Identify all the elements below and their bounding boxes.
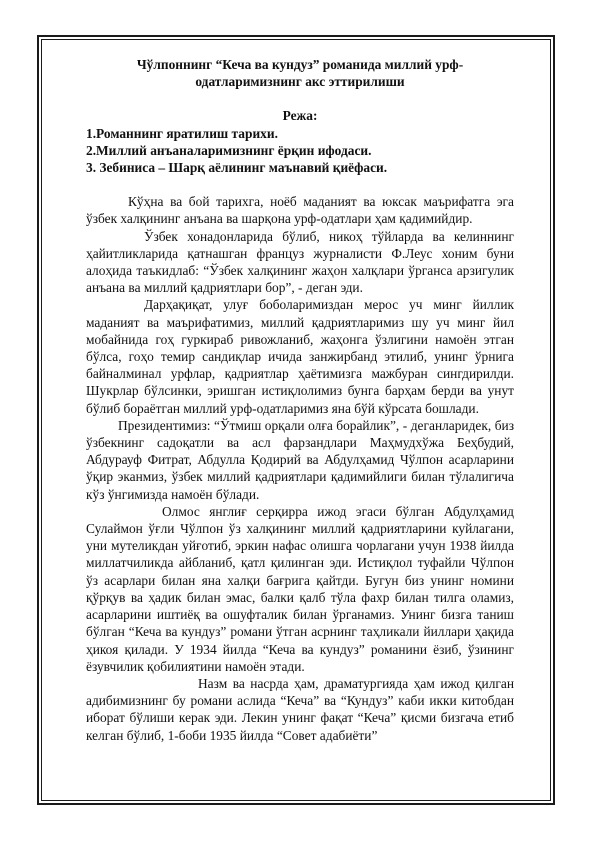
title-line-1: Чўлпоннинг “Кеча ва кундуз” романида миллий урф-: [136, 57, 464, 72]
plan-heading: Режа:: [282, 108, 318, 124]
plan-item-3: 3. Зебиниса – Шарқ аёлининг маънавий қиёфаси.: [86, 160, 388, 176]
plan-item-2: 2.Миллий анъаналаримизнинг ёрқин ифодаси.: [86, 142, 372, 158]
document-title: [86, 56, 514, 90]
paragraph-2: Ўзбек хонадонларида бўлиб, никоҳ тўйларда ва келиннинг ҳайитликларида қатнашган француз журналисти Ф.Леус хоним буни алоҳида таъкидлаб: “Ўзбек халқининг жаҳон халқлари ўрганса арзигулик анъана ва миллий қадриятлари бор”, - деган эди.: [86, 228, 514, 296]
paragraph-6: Назм ва насрда ҳам, драматургияда ҳам ижод қилган адибимизнинг бу романи аслида “Кеча” ва “Кундуз” каби икки китобдан иборат бўлиши керак эди. Лекин унинг фақат “Кеча” қисми бизгача етиб келган бўлиб, 1-боби 1935 йилда “Совет адабиёти”: [86, 675, 514, 743]
title-line-2: одатларимизнинг акс эттирилиши: [195, 74, 405, 90]
plan-item-1: 1.Романнинг яратилиш тарихи.: [86, 125, 278, 141]
document-body: [86, 56, 514, 744]
paragraph-5: Олмос янглиғ серқирра ижод эгаси бўлган Абдулҳамид Сулаймон ўғли Чўлпон ўз халқининг миллий қадриятларини куйлагани, уни мутеликдан уйғотиб, эркин нафас олишга чорлагани учун 1938 йилда миллатчиликда айбланиб, қатл қилинган эди. Истиқлол туфайли Чўлпон ўз асарлари билан яна халқи бағрига қайтди. Бугун биз унинг номини қўрқув ва ҳадик билан эмас, балки қалб тўла фахр билан тилга оламиз, асарларини иштиёқ ва ошуфталик билан ўрганамиз. Унинг бизга таниш бўлган “Кеча ва кундуз” романи ўтган асрнинг таҳликали йиллари ҳақида ҳикоя қилади. У 1934 йилда “Кеча ва кундуз” романини ёзиб, ўзининг ёзувчилик қобилиятини намоён этади.: [86, 503, 514, 674]
paragraph-4: Президентимиз: “Ўтмиш орқали олға борайлик”, - деганларидек, биз ўзбекнинг садоқатли ва асл фарзандлари Маҳмудхўжа Беҳбудий, Абдурауф Фитрат, Абдулла Қодирий ва Абдулҳамид Чўлпон асарларини ўқир эканмиз, ўзбек миллий қадриятлари қадимийлиги билан тўлалигича кўз ўнгимизда намоён бўлади.: [86, 417, 514, 502]
paragraph-1: Кўҳна ва бой тарихга, ноёб маданият ва юксак маърифатга эга ўзбек халқининг анъана ва шарқона урф-одатлари ҳам қадимийдир.: [86, 194, 514, 227]
paragraph-3: Дарҳақиқат, улуғ боболаримиздан мерос уч минг йиллик маданият ва маърифатимиз, миллий қадриятларимиз шу уч минг йил мобайнида гоҳ гуркираб ривожланиб, жаҳонга ўзлигини намоён этган бўлса, гоҳо темир сандиқлар ичида занжирбанд этилиб, унинг ўрнига байналминал урфлар, қадриятлар ҳаётимизга мажбуран сингдирилди. Шукрлар бўлсинки, эришган истиқлолимиз бунга барҳам берди ва унут бўлиб бораётган миллий урф-одатларимиз яна бўй кўрсата бошлади.: [86, 297, 514, 416]
